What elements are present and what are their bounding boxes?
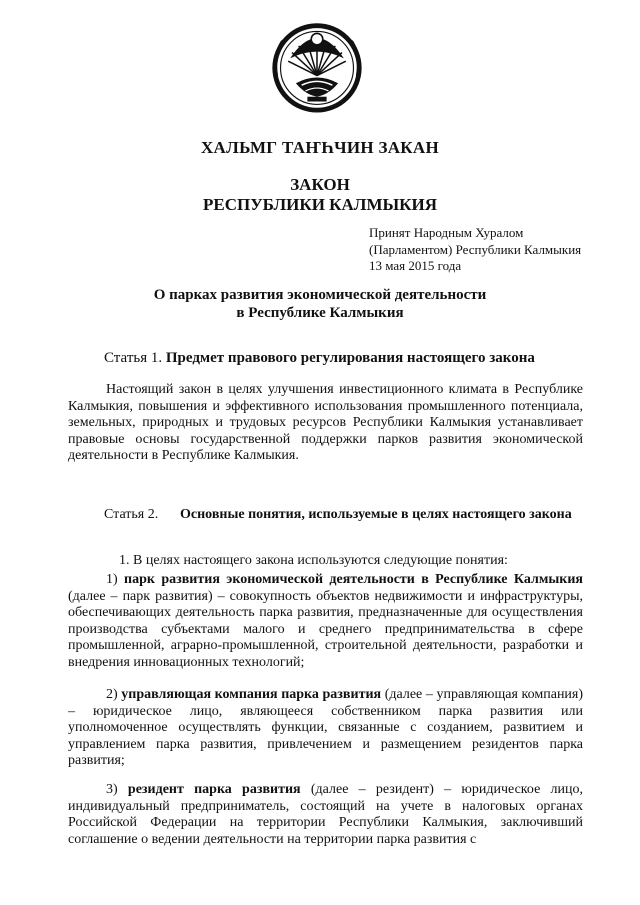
definition-1-term: парк развития экономической деятельности в Республике Калмыкия [124, 572, 583, 587]
kalmyk-law-title: ХАЛЬМГ ТАҤҺЧИН ЗАКАН [200, 138, 440, 157]
article2-number: Статья 2. [104, 507, 159, 522]
law-heading-line1: ЗАКОН [290, 175, 350, 194]
adoption-line2: (Парламентом) Республики Калмыкия [369, 241, 582, 257]
article2-title: Основные понятия, используемые в целях настоящего закона [180, 507, 572, 522]
article1-text: Настоящий закон в целях улучшения инвестиционного климата в Республике Калмыкия, повышения и эффективного использования промышленного потенциала, земельных, природных и трудовых ресурсов Республики Калмыкия устанавливает правовые основы государственной поддержки парков развития экономической деятельности в Республике Калмыкия. [68, 382, 583, 464]
law-heading-line2: РЕСПУБЛИКИ КАЛМЫКИЯ [202, 195, 438, 214]
law-heading [0, 175, 640, 215]
document-title [0, 286, 640, 322]
article2-intro: 1. В целях настоящего закона используются следующие понятия: [119, 553, 508, 568]
definition-2-term: управляющая компания парка развития [121, 687, 382, 702]
adoption-line1: Принят Народным Хуралом [369, 225, 524, 240]
article1-number: Статья 1. [104, 350, 163, 366]
definition-2-number: 2) [106, 687, 118, 702]
document-title-line2: в Республике Калмыкия [236, 305, 404, 321]
document-title-line1: О парках развития экономической деятельности [153, 287, 487, 303]
definition-3-text: (далее – резидент) – юридическое лицо, индивидуальный предприниматель, состоящий на учете в налоговых органах Российской Федерации на территории Республики Калмыкия, заключивший соглашение о ведении деятельности на территории парка развития с [68, 782, 583, 847]
adoption-note [369, 225, 581, 275]
coat-of-arms-icon [269, 18, 365, 114]
definition-2-text: (далее – управляющая компания) – юридическое лицо, являющееся собственником парка развития или уполномоченное осуществлять функции, связанные с созданием, развитием и управлением парка развития, привлечением и размещением резидентов парка развития; [68, 687, 584, 769]
definition-item-1 [68, 572, 583, 672]
definition-item-3 [68, 782, 583, 848]
adoption-date: 13 мая 2015 года [369, 258, 462, 273]
definition-item-2 [68, 687, 583, 770]
article1-title: Предмет правового регулирования настоящего закона [165, 350, 535, 366]
definition-1-text: (далее – парк развития) – совокупность объектов недвижимости и инфраструктуры, обеспечивающих деятельность парка развития, предназначенные для осуществления производства субъектами малого и среднего предпринимательства в сфере промышленной, аграрно-промышленной, строительной деятельности, разработки и внедрения инновационных технологий; [68, 588, 583, 670]
definition-3-term: резидент парка развития [127, 782, 301, 797]
article1-heading [104, 350, 535, 367]
definition-1-number: 1) [106, 572, 118, 587]
definition-3-number: 3) [106, 782, 118, 797]
